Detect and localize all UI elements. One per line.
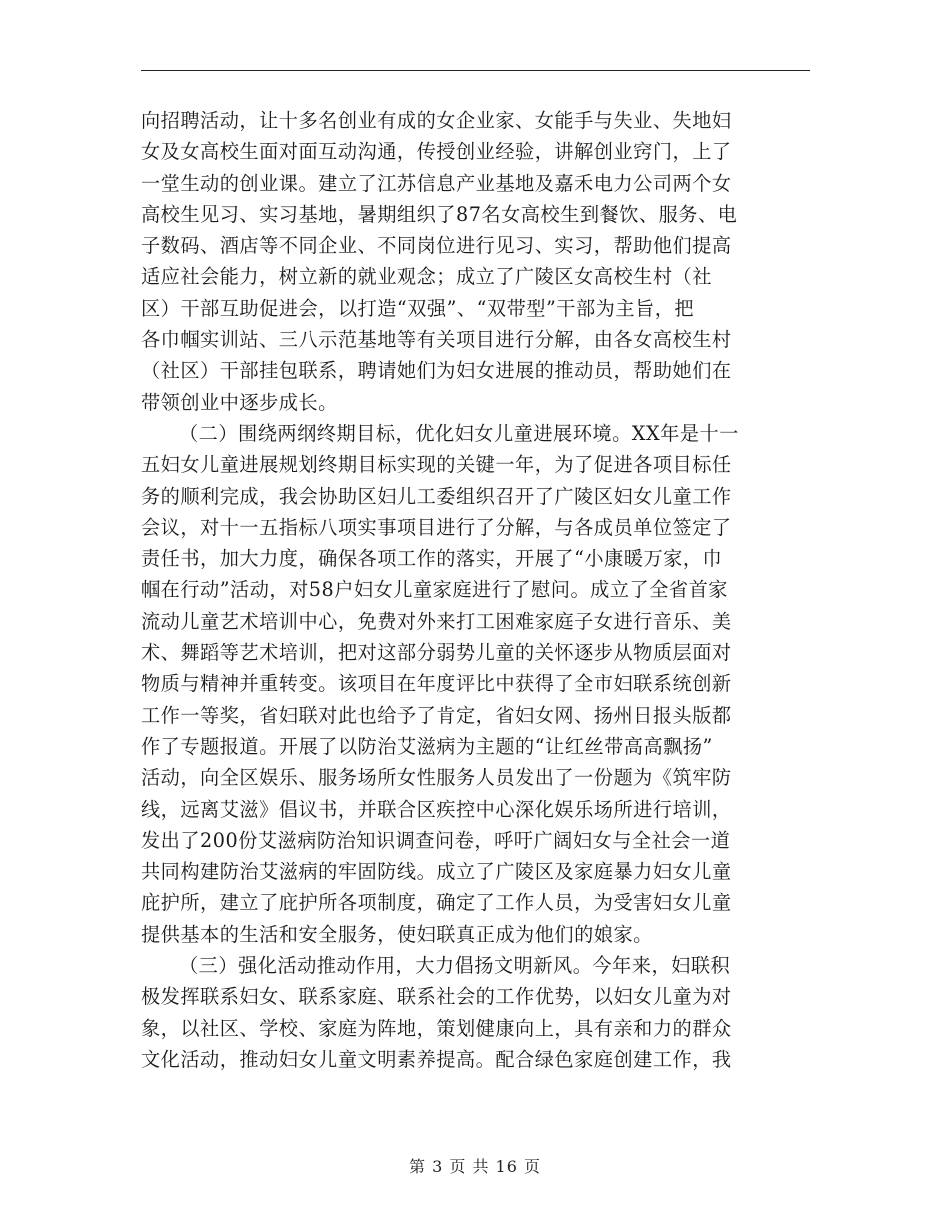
text-line: 女及女高校生面对面互动沟通，传授创业经验，讲解创业窍门，上了 (141, 140, 732, 164)
text-line: 适应社会能力，树立新的就业观念；成立了广陵区女高校生村（社 (141, 265, 712, 289)
text-line: 高校生见习、实习基地，暑期组织了87名女高校生到餐饮、服务、电 (141, 202, 738, 226)
text-line: 帼在行动”活动，对58户妇女儿童家庭进行了慰问。成立了全省首家 (141, 578, 728, 602)
text-line: 子数码、酒店等不同企业、不同岗位进行见习、实习，帮助他们提高 (141, 234, 732, 258)
text-line: 责任书，加大力度，确保各项工作的落实，开展了“小康暖万家，巾 (141, 547, 723, 571)
text-line: （社区）干部挂包联系，聘请她们为妇女进展的推动员，帮助她们在 (141, 359, 732, 383)
header-rule (141, 70, 810, 71)
text-line: 线，远离艾滋》倡议书，并联合区疾控中心深化娱乐场所进行培训， (141, 797, 732, 821)
text-line: 极发挥联系妇女、联系家庭、联系社会的工作优势，以妇女儿童为对 (141, 985, 732, 1009)
text-line: 务的顺利完成，我会协助区妇儿工委组织召开了广陵区妇女儿童工作 (141, 484, 732, 508)
body-text (141, 105, 810, 1075)
text-line: 作了专题报道。开展了以防治艾滋病为主题的“让红丝带高高飘扬” (141, 734, 713, 758)
text-line: 会议，对十一五指标八项实事项目进行了分解，与各成员单位签定了 (141, 515, 732, 539)
text-line: 五妇女儿童进展规划终期目标实现的关键一年，为了促进各项目标任 (141, 453, 732, 477)
text-line: 活动，向全区娱乐、服务场所女性服务人员发出了一份题为《筑牢防 (141, 766, 732, 790)
text-line: 带领创业中逐步成长。 (141, 390, 338, 414)
text-line: 提供基本的生活和安全服务，使妇联真正成为他们的娘家。 (141, 922, 653, 946)
page-footer: 第 3 页 共 16 页 (409, 1157, 541, 1176)
text-line: 物质与精神并重转变。该项目在年度评比中获得了全市妇联系统创新 (141, 672, 732, 696)
text-line: 各巾帼实训站、三八示范基地等有关项目进行分解，由各女高校生村 (141, 328, 732, 352)
text-line: 工作一等奖，省妇联对此也给予了肯定，省妇女网、扬州日报头版都 (141, 703, 732, 727)
text-line: 术、舞蹈等艺术培训，把对这部分弱势儿童的关怀逐步从物质层面对 (141, 641, 732, 665)
text-line: 流动儿童艺术培训中心，免费对外来打工困难家庭子女进行音乐、美 (141, 609, 732, 633)
text-line: 向招聘活动，让十多名创业有成的女企业家、女能手与失业、失地妇 (141, 109, 732, 132)
text-line: 一堂生动的创业课。建立了江苏信息产业基地及嘉禾电力公司两个女 (141, 171, 732, 195)
text-line: 共同构建防治艾滋病的牢固防线。成立了广陵区及家庭暴力妇女儿童 (141, 860, 732, 884)
text-line: 庇护所，建立了庇护所各项制度，确定了工作人员，为受害妇女儿童 (141, 891, 732, 915)
text-line: 区）干部互助促进会，以打造“双强”、“双带型”干部为主旨，把 (141, 296, 695, 320)
text-line: 发出了200份艾滋病防治知识调查问卷，呼吁广阔妇女与全社会一道 (141, 828, 731, 852)
text-line: （三）强化活动推动作用，大力倡扬文明新风。今年来，妇联积 (179, 954, 731, 978)
text-line: （二）围绕两纲终期目标，优化妇女儿童进展环境。XX年是十一 (179, 421, 739, 445)
text-line: 象，以社区、学校、家庭为阵地，策划健康向上，具有亲和力的群众 (141, 1016, 732, 1040)
text-line: 文化活动，推动妇女儿童文明素养提高。配合绿色家庭创建工作，我 (141, 1047, 732, 1071)
